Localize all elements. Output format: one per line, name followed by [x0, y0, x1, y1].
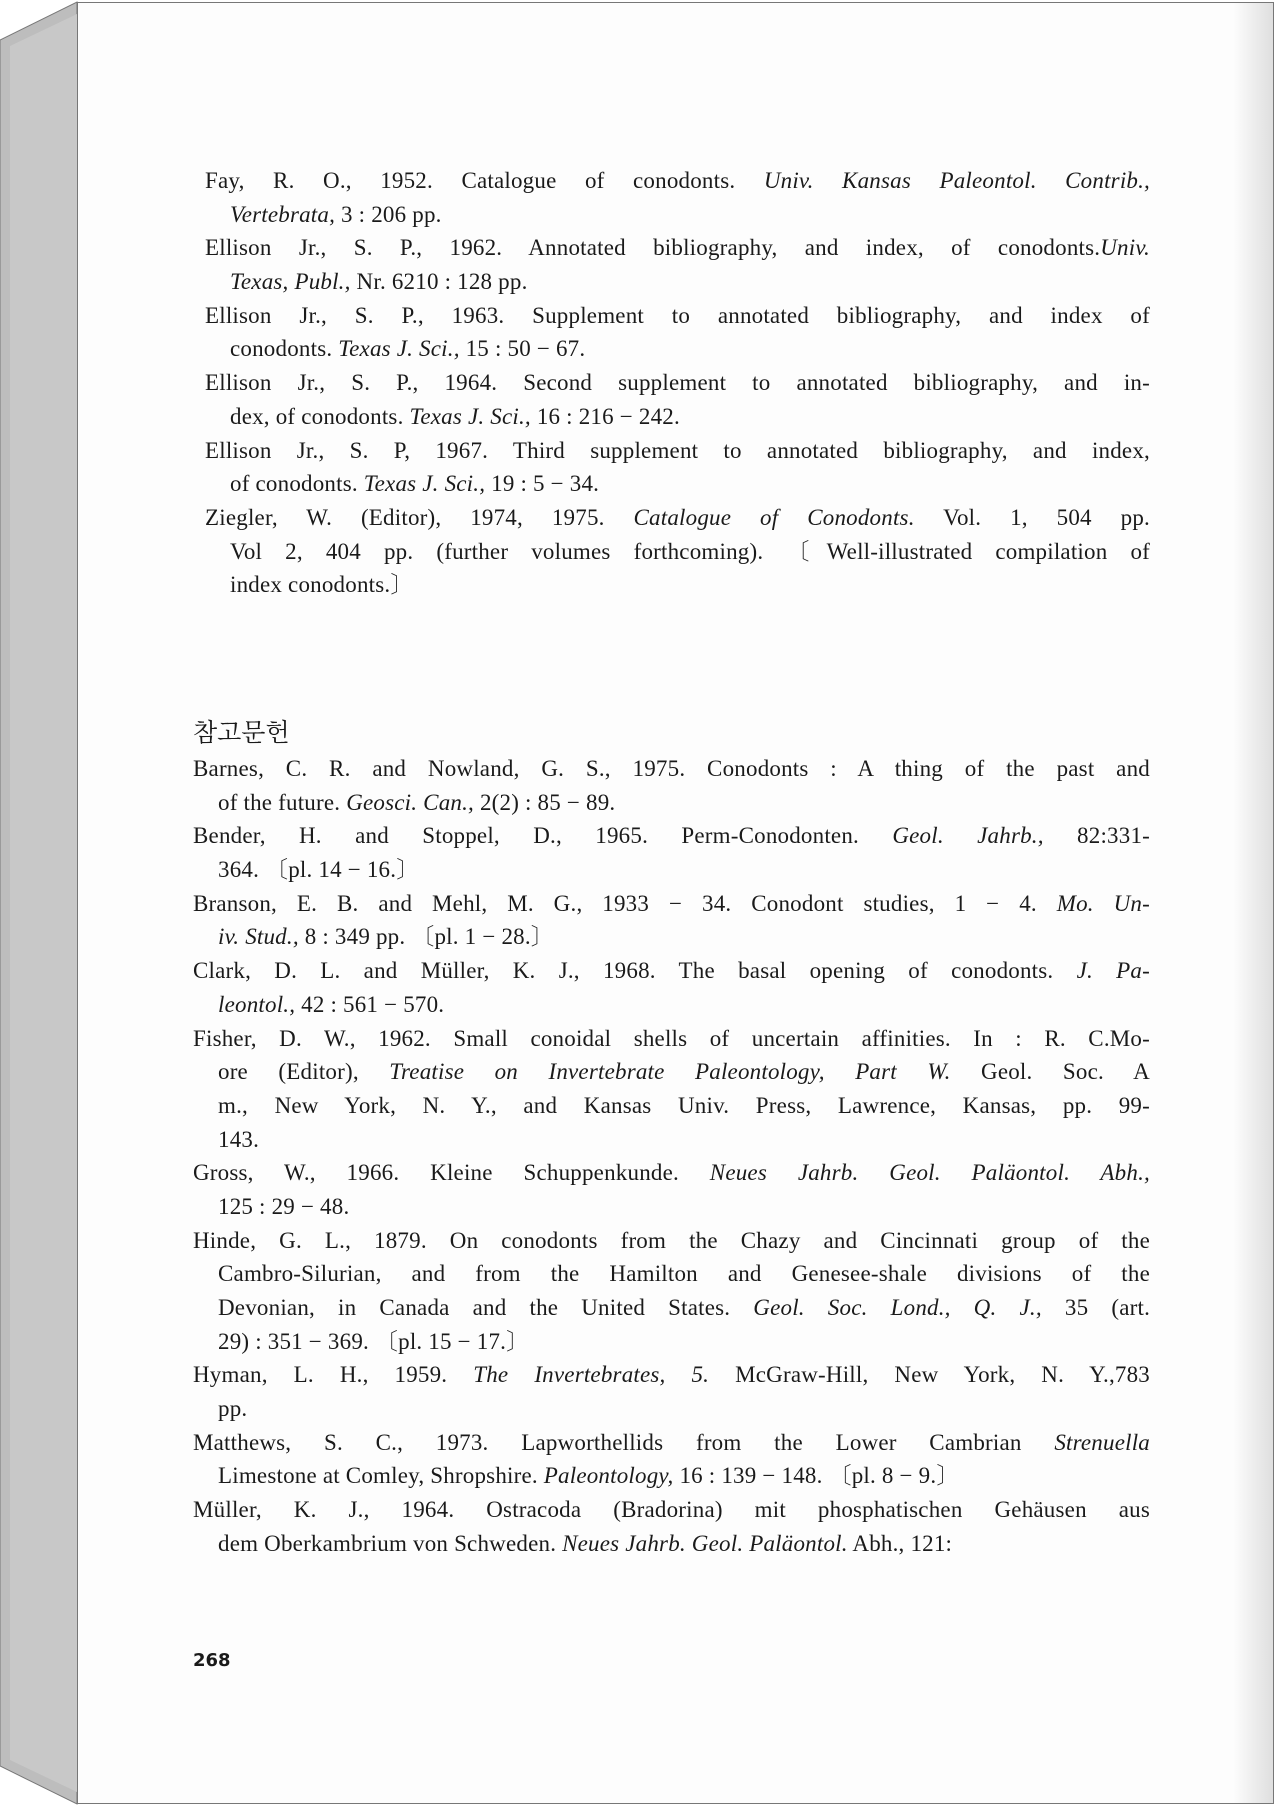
reference-text: 29) : 351 − 369. 〔pl. 15 − 17.〕 — [218, 1328, 530, 1354]
reference-text: Ellison Jr., S. P., 1962. Annotated bibliography, and index, of conodonts. — [205, 235, 1101, 261]
reference-list-english — [205, 164, 1150, 602]
reference-line — [205, 265, 1150, 299]
reference-text: Ellison Jr., S. P, 1967. Third supplement to annotated bibliography, and index, — [205, 437, 1150, 463]
reference-entry — [193, 1426, 1150, 1493]
reference-entry — [205, 434, 1150, 501]
reference-line — [193, 920, 1150, 954]
reference-text: Ellison Jr., S. P., 1964. Second supplement to annotated bibliography, and in- — [205, 370, 1150, 396]
journal-title: Strenuella — [1054, 1429, 1150, 1455]
reference-entry — [205, 366, 1150, 433]
journal-title: Univ. — [1100, 235, 1150, 261]
reference-entry — [193, 1022, 1150, 1157]
reference-line — [205, 400, 1150, 434]
reference-line — [205, 434, 1150, 468]
reference-line — [205, 535, 1150, 569]
reference-line — [193, 1325, 1150, 1359]
journal-title: J. Pa- — [1076, 958, 1150, 984]
reference-text: Müller, K. J., 1964. Ostracoda (Bradorina) mit phosphatischen Gehäusen aus — [193, 1497, 1150, 1523]
reference-entry — [193, 1156, 1150, 1223]
reference-text: dex, of conodonts. — [230, 403, 410, 429]
reference-text: pp. — [218, 1396, 248, 1422]
reference-text: McGraw-Hill, New York, N. Y.,783 — [709, 1362, 1150, 1388]
reference-text: Bender, H. and Stoppel, D., 1965. Perm-Conodonten. — [193, 823, 893, 849]
page-number: 268 — [193, 1650, 231, 1671]
reference-line — [193, 1123, 1150, 1157]
reference-line — [205, 299, 1150, 333]
reference-text: index conodonts.〕 — [230, 572, 414, 598]
reference-text: Nr. 6210 : 128 pp. — [350, 269, 528, 295]
journal-title: Texas J. Sci., — [363, 471, 486, 497]
reference-text: Hyman, L. H., 1959. — [193, 1362, 474, 1388]
reference-line — [193, 1055, 1150, 1089]
reference-line — [193, 887, 1150, 921]
reference-line — [205, 501, 1150, 535]
reference-line — [205, 332, 1150, 366]
journal-title: Neues Jahrb. Geol. Paläontol. — [562, 1530, 848, 1556]
reference-text: Geol. Soc. A — [950, 1059, 1150, 1085]
reference-text: Devonian, in Canada and the United States. — [218, 1295, 754, 1320]
reference-line — [193, 1527, 1150, 1561]
reference-line — [193, 1493, 1150, 1527]
reference-text: Cambro-Silurian, and from the Hamilton and Genesee-shale divisions of the — [218, 1261, 1150, 1287]
reference-text: Limestone at Comley, Shropshire. — [218, 1463, 544, 1489]
journal-title: Geol. Soc. Lond., Q. J., — [753, 1295, 1042, 1320]
reference-line — [193, 1426, 1150, 1460]
reference-line — [205, 467, 1150, 501]
reference-text: 364. 〔pl. 14 − 16.〕 — [218, 857, 420, 883]
reference-entry — [193, 752, 1150, 819]
reference-line — [193, 1392, 1150, 1426]
reference-line — [205, 568, 1150, 602]
reference-line — [193, 1224, 1150, 1258]
reference-text: 15 : 50 − 67. — [459, 336, 586, 362]
journal-title: The Invertebrates, 5. — [473, 1362, 710, 1388]
section-heading-references: 참고문헌 — [193, 718, 290, 747]
reference-text: Matthews, S. C., 1973. Lapworthellids from the Lower Cambrian — [193, 1429, 1055, 1455]
reference-text: Barnes, C. R. and Nowland, G. S., 1975. Conodonts : A thing of the past and — [193, 756, 1150, 781]
journal-title: leontol., — [218, 991, 296, 1017]
reference-entry — [205, 164, 1150, 231]
reference-text: 35 (art. — [1041, 1295, 1150, 1320]
reference-text: Fay, R. O., 1952. Catalogue of conodonts. — [205, 168, 764, 193]
journal-title: Geosci. Can., — [346, 789, 474, 815]
reference-line — [193, 1459, 1150, 1493]
journal-title: Geol. Jahrb., — [892, 823, 1044, 849]
reference-entry — [193, 1224, 1150, 1359]
reference-line — [193, 786, 1150, 820]
reference-text: m., New York, N. Y., and Kansas Univ. Press, Lawrence, Kansas, pp. 99- — [218, 1092, 1150, 1118]
reference-entry — [193, 1358, 1150, 1425]
reference-line — [193, 1291, 1150, 1325]
reference-entry — [193, 1493, 1150, 1560]
reference-text: 82:331- — [1043, 823, 1150, 849]
reference-text: 16 : 139 − 148. 〔pl. 8 − 9.〕 — [673, 1463, 960, 1489]
reference-line — [193, 1190, 1150, 1224]
page-edge-shadow — [1233, 3, 1273, 1803]
reference-line — [193, 853, 1150, 887]
reference-text: Gross, W., 1966. Kleine Schuppenkunde. — [193, 1160, 710, 1186]
reference-text: 3 : 206 pp. — [335, 201, 442, 227]
reference-line — [193, 819, 1150, 853]
reference-text: 8 : 349 pp. 〔pl. 1 − 28.〕 — [298, 924, 554, 950]
journal-title: Texas, Publ., — [230, 269, 351, 295]
journal-title: iv. Stud., — [218, 924, 299, 950]
reference-line — [205, 231, 1150, 265]
reference-text: ore (Editor), — [218, 1059, 390, 1085]
reference-text: 42 : 561 − 570. — [295, 991, 445, 1017]
journal-title: Texas J. Sci., — [338, 336, 460, 362]
reference-entry — [205, 231, 1150, 298]
reference-text: Vol. 1, 504 pp. — [914, 504, 1150, 530]
reference-text: Abh., 121: — [847, 1530, 953, 1556]
reference-text: conodonts. — [230, 336, 339, 362]
reference-entry — [193, 954, 1150, 1021]
journal-title: Vertebrata, — [230, 201, 336, 227]
reference-text: Fisher, D. W., 1962. Small conoidal shells of uncertain affinities. In : R. C.Mo- — [193, 1025, 1150, 1051]
reference-list-korean-section — [193, 752, 1150, 1561]
journal-title: Treatise on Invertebrate Paleontology, Part W. — [389, 1059, 951, 1085]
reference-text: 125 : 29 − 48. — [218, 1193, 350, 1219]
reference-text: 16 : 216 − 242. — [530, 403, 680, 429]
journal-title: Univ. Kansas Paleontol. Contrib., — [763, 168, 1150, 193]
reference-line — [193, 1257, 1150, 1291]
reference-entry — [205, 299, 1150, 366]
reference-text: Clark, D. L. and Müller, K. J., 1968. The basal opening of conodonts. — [193, 958, 1077, 984]
reference-text: dem Oberkambrium von Schweden. — [218, 1530, 563, 1556]
journal-title: Mo. Un- — [1056, 890, 1150, 916]
book-spine — [0, 0, 80, 1806]
reference-text: Hinde, G. L., 1879. On conodonts from the Chazy and Cincinnati group of the — [193, 1227, 1150, 1253]
reference-line — [193, 988, 1150, 1022]
reference-line — [205, 164, 1150, 198]
reference-line — [193, 954, 1150, 988]
reference-text: Vol 2, 404 pp. (further volumes forthcoming). 〔Well-illustrated compilation of — [230, 538, 1150, 564]
reference-entry — [193, 887, 1150, 954]
reference-entry — [193, 819, 1150, 886]
reference-line — [205, 366, 1150, 400]
reference-line — [193, 1358, 1150, 1392]
reference-text: Ellison Jr., S. P., 1963. Supplement to annotated bibliography, and index of — [205, 302, 1150, 328]
journal-title: Catalogue of Conodonts. — [633, 504, 915, 530]
reference-entry — [205, 501, 1150, 602]
reference-line — [193, 752, 1150, 786]
journal-title: Paleontology, — [543, 1463, 674, 1489]
journal-title: Texas J. Sci., — [409, 403, 531, 429]
reference-text: Branson, E. B. and Mehl, M. G., 1933 − 34. Conodont studies, 1 − 4. — [193, 890, 1057, 916]
reference-text: Ziegler, W. (Editor), 1974, 1975. — [205, 504, 634, 530]
reference-text: 2(2) : 85 − 89. — [474, 789, 616, 815]
reference-text: of conodonts. — [230, 471, 364, 497]
journal-title: Neues Jahrb. Geol. Paläontol. Abh., — [709, 1160, 1150, 1186]
reference-text: 19 : 5 − 34. — [485, 471, 600, 497]
reference-line — [193, 1156, 1150, 1190]
reference-text: of the future. — [218, 789, 347, 815]
reference-text: 143. — [218, 1126, 260, 1152]
reference-line — [205, 198, 1150, 232]
reference-line — [193, 1022, 1150, 1056]
reference-line — [193, 1089, 1150, 1123]
